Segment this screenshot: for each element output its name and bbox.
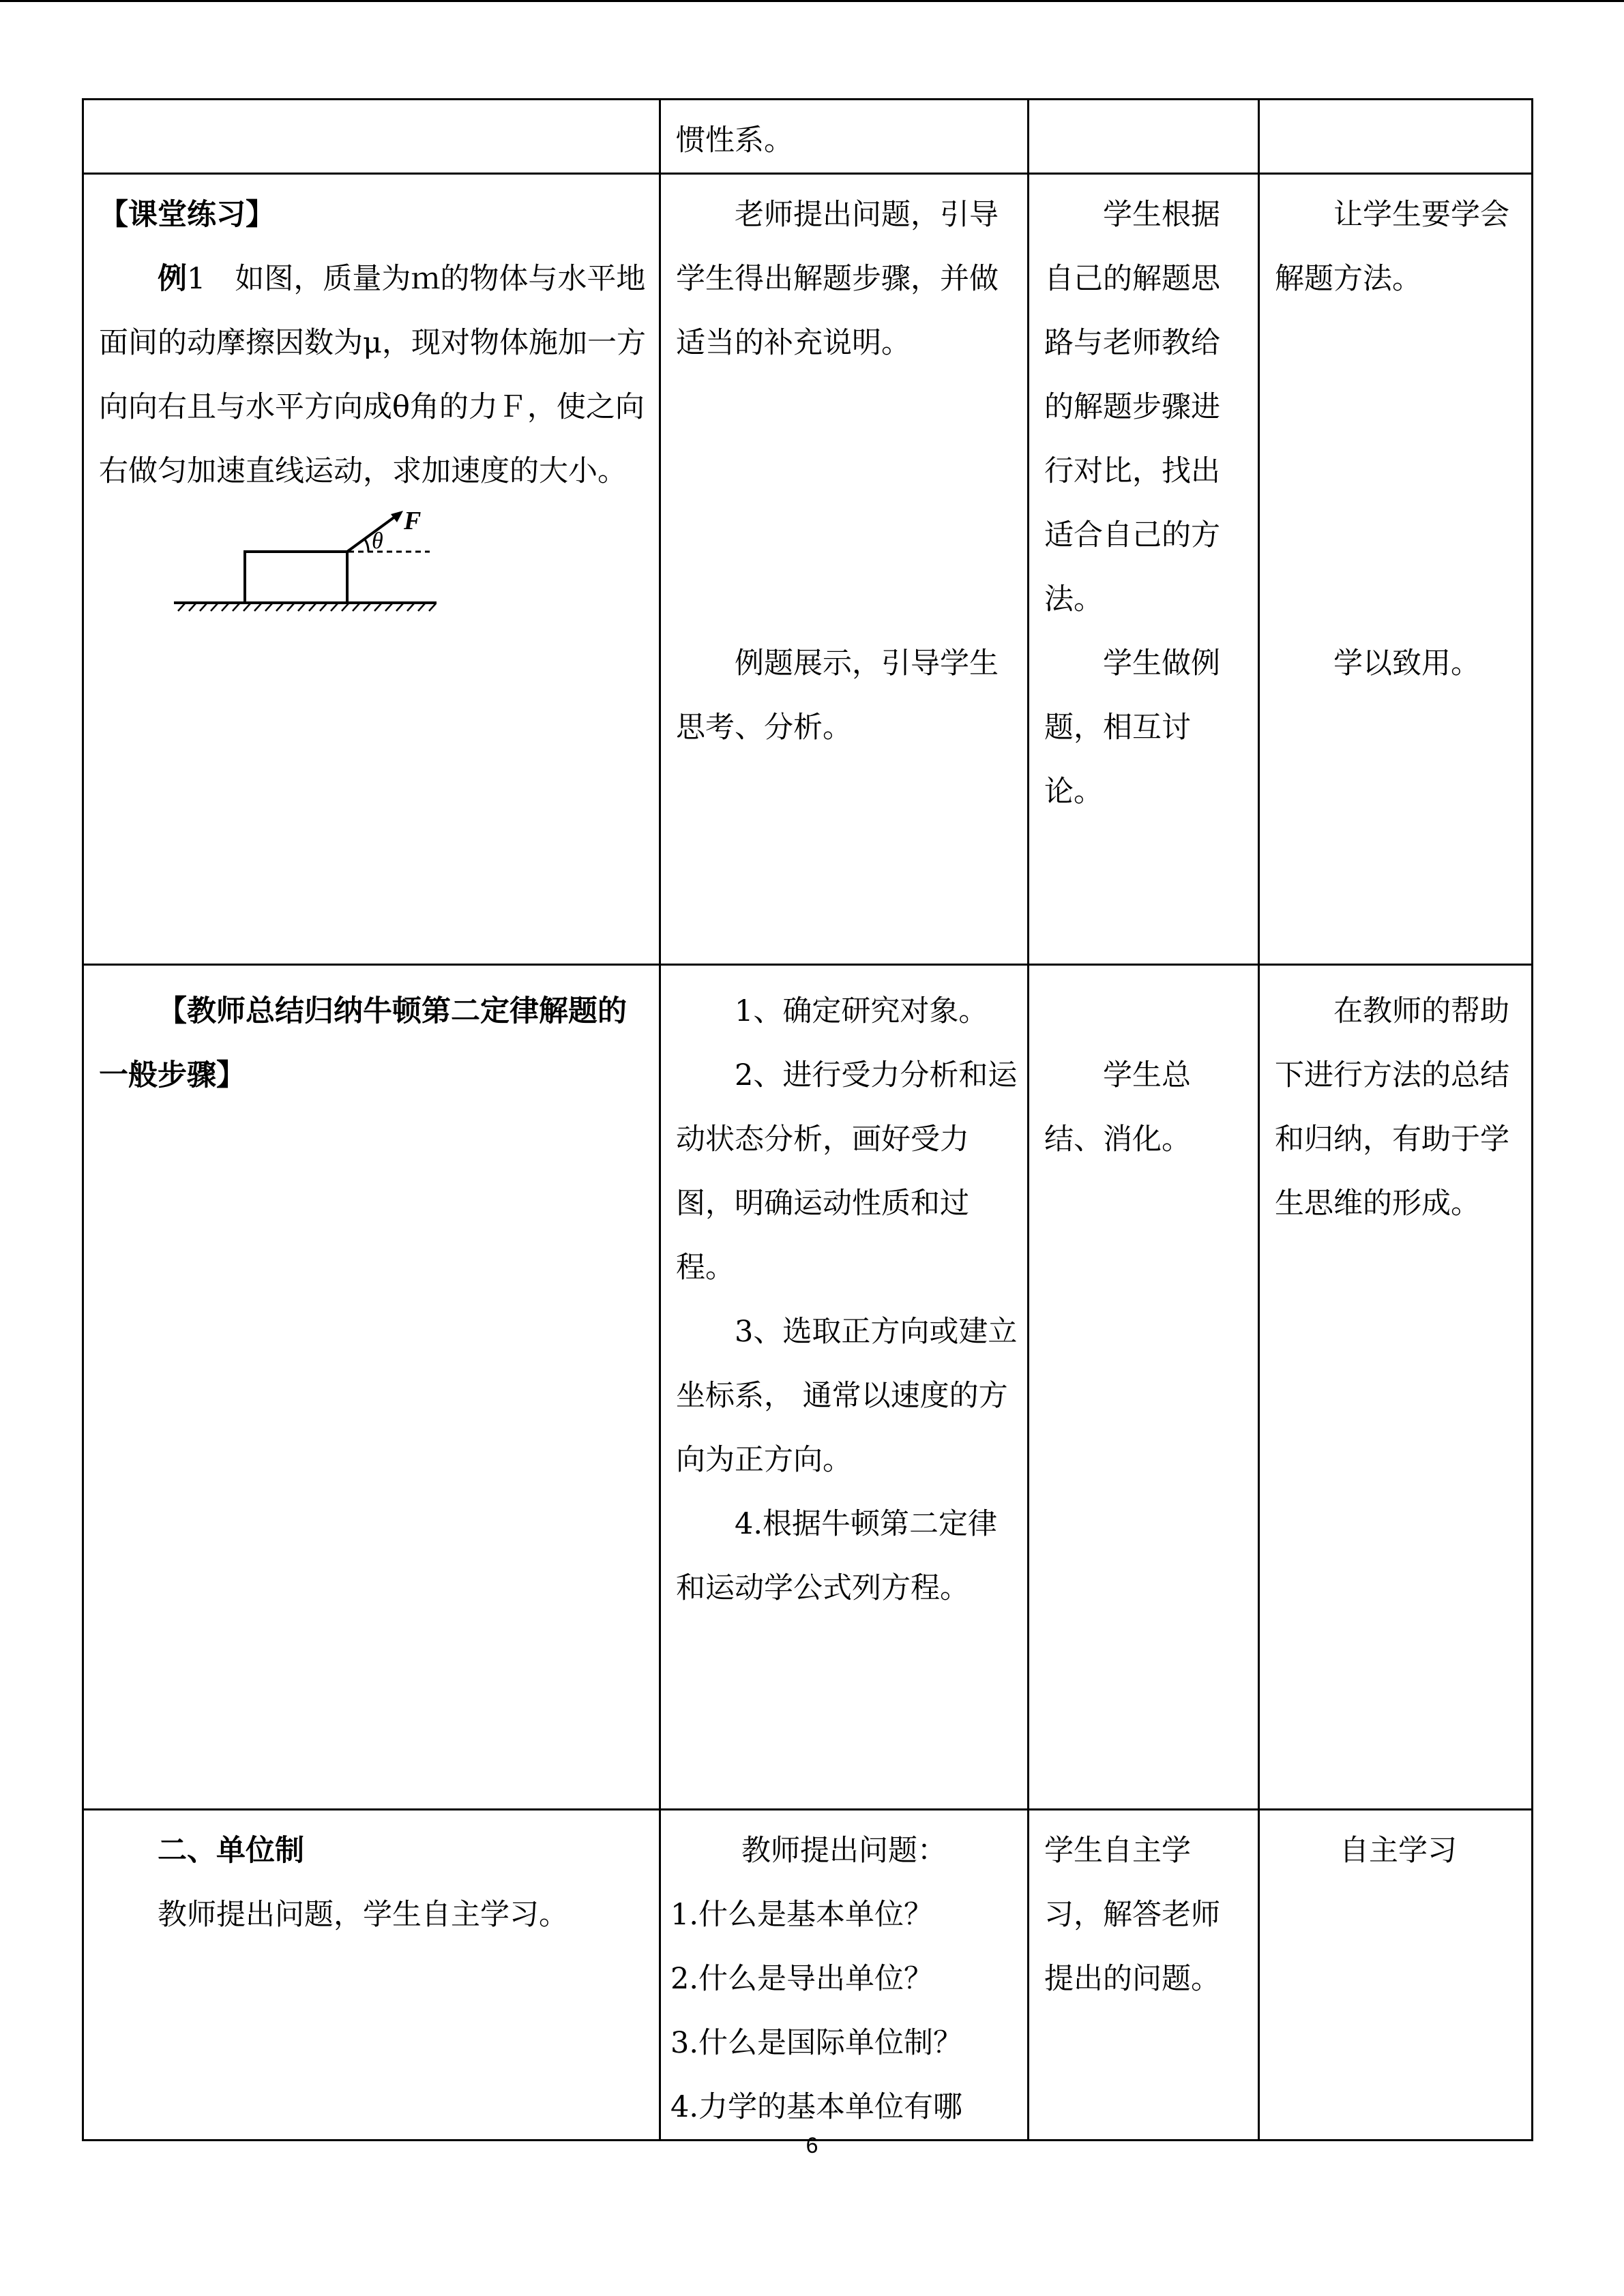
cell — [1259, 100, 1533, 174]
question-item: 1.什么是基本单位？ — [670, 1898, 934, 1932]
example-text — [99, 247, 649, 503]
page-number: 6 — [806, 2133, 818, 2158]
cell-text: 学生自主学习，解答老师提出的问题。 — [1044, 1834, 1220, 1996]
cell-summary — [83, 965, 660, 1810]
cell — [83, 100, 660, 174]
cell-text: 老师提出问题，引导学生得出解题步骤，并做适当的补充说明。 — [676, 198, 999, 360]
cell-design-intent — [1259, 965, 1533, 1810]
table-row — [83, 174, 1533, 965]
example-body: 1 如图，质量为ｍ的物体与水平地面间的动摩擦因数为μ，现对物体施加一方向向右且与水平方向成θ角的力Ｆ，使之向右做匀加速直线运动，求加速度的大小。 — [99, 262, 646, 488]
units-heading: 二、单位制 — [158, 1834, 304, 1868]
cell-text: 学生根据自己的解题思路与老师教给的解题步骤进行对比，找出适合自己的方法。 — [1044, 198, 1220, 616]
cell — [660, 100, 1029, 174]
cell-design-intent — [1259, 1810, 1533, 2141]
cell-text: 教师提出问题，学生自主学习。 — [158, 1898, 568, 1932]
block-shape — [245, 552, 347, 603]
question-item: 2.什么是导出单位？ — [670, 1962, 934, 1996]
cell-text: 惯性系。 — [676, 123, 793, 158]
cell — [1029, 100, 1259, 174]
cell-text: 在教师的帮助下进行方法的总结和归纳，有助于学生思维的形成。 — [1275, 994, 1509, 1221]
section-heading: 【课堂练习】 — [99, 198, 275, 232]
step-item: 2、进行受力分析和运动状态分析，画好受力图，明确运动性质和过程。 — [676, 1058, 1018, 1285]
table-row — [83, 965, 1533, 1810]
top-border-line — [0, 0, 1624, 2]
force-label: F — [404, 507, 422, 535]
step-item: 4.根据牛顿第二定律和运动学公式列方程。 — [676, 1507, 998, 1605]
angle-label: θ — [372, 528, 383, 554]
cell-text: 学以致用。 — [1333, 646, 1480, 681]
cell-text: 自主学习 — [1340, 1834, 1457, 1868]
cell-questions — [660, 1810, 1029, 2141]
question-item: 4.力学的基本单位有哪 — [670, 2090, 963, 2124]
example-label: 例 — [158, 262, 187, 296]
cell-student-activity — [1029, 965, 1259, 1810]
cell-design-intent — [1259, 174, 1533, 965]
step-item: 3、选取正方向或建立坐标系， 通常以速度的方向为正方向。 — [676, 1315, 1018, 1477]
step-item: 1、确定研究对象。 — [735, 994, 988, 1028]
table-row — [83, 1810, 1533, 2141]
cell-steps — [660, 965, 1029, 1810]
cell-text: 让学生要学会解题方法。 — [1275, 198, 1509, 296]
cell-student-activity — [1029, 174, 1259, 965]
question-intro: 教师提出问题： — [741, 1834, 947, 1868]
block-force-diagram — [174, 507, 447, 623]
cell-student-activity — [1029, 1810, 1259, 2141]
lesson-plan-table — [82, 98, 1533, 2141]
cell-teacher-activity — [660, 174, 1029, 965]
cell-text: 学生做例题，相互讨论。 — [1044, 646, 1220, 809]
summary-heading: 【教师总结归纳牛顿第二定律解题的一般步骤】 — [99, 994, 627, 1092]
cell-text: 学生总结、消化。 — [1044, 1058, 1191, 1157]
cell-units — [83, 1810, 660, 2141]
cell-exercise — [83, 174, 660, 965]
table-row — [83, 100, 1533, 174]
cell-text: 例题展示，引导学生思考、分析。 — [676, 646, 999, 745]
question-item: 3.什么是国际单位制？ — [670, 2026, 963, 2060]
